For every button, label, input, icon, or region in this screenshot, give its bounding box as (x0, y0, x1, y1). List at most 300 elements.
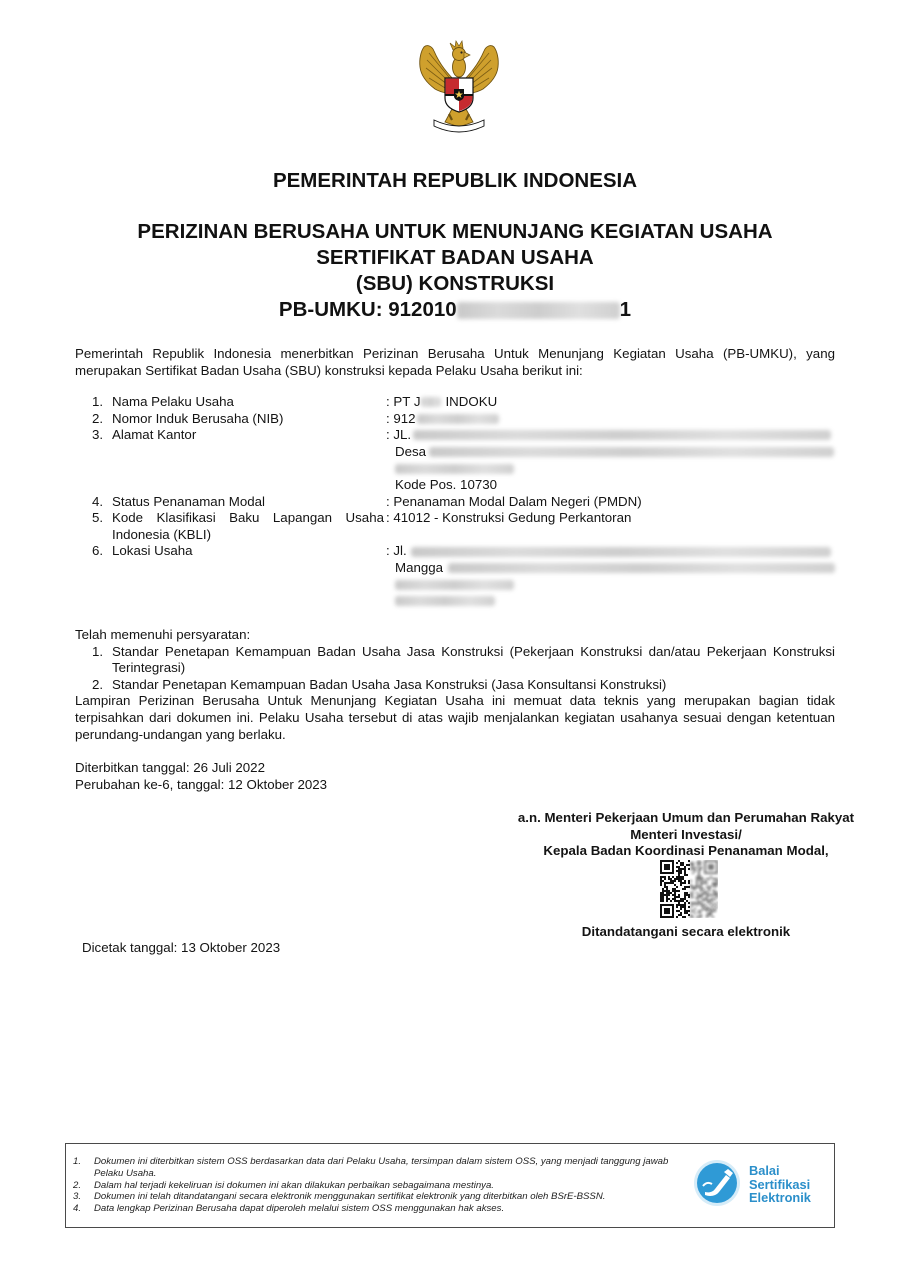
qr-module (700, 902, 702, 904)
qr-module (682, 862, 684, 864)
qr-module (704, 870, 706, 872)
qr-module (686, 874, 688, 876)
qr-module (702, 908, 704, 910)
qr-module (712, 864, 714, 866)
qr-module (700, 910, 702, 912)
qr-module (678, 890, 680, 892)
qr-module (672, 894, 674, 896)
qr-module (672, 910, 674, 912)
qr-module (700, 884, 702, 886)
qr-module (684, 898, 686, 900)
qr-module (696, 862, 698, 864)
qr-module (690, 864, 692, 866)
qr-module (660, 894, 662, 896)
requirement-text: Standar Penetapan Kemampuan Badan Usaha Jasa Konstruksi (Pekerjaan Konstruksi dan/atau Pekerjaan Konstruksi Terintegrasi) (112, 643, 835, 676)
qr-module (688, 896, 690, 898)
qr-module (664, 876, 666, 878)
qr-module (664, 872, 666, 874)
qr-module (676, 906, 678, 908)
qr-module (700, 888, 702, 890)
printed-date: Dicetak tanggal: 13 Oktober 2023 (82, 940, 281, 955)
qr-module (710, 908, 712, 910)
qr-module (684, 866, 686, 868)
qr-module (660, 870, 662, 872)
qr-module (704, 864, 706, 866)
detail-number: 3. (92, 427, 104, 443)
qr-module (684, 916, 686, 918)
qr-module (682, 900, 684, 902)
qr-module (678, 900, 680, 902)
qr-module (706, 900, 708, 902)
qr-module (684, 896, 686, 898)
qr-module (672, 872, 674, 874)
qr-module (712, 860, 714, 862)
detail-value-text: : PT J (386, 394, 421, 409)
qr-module (660, 896, 662, 898)
qr-module (660, 914, 662, 916)
pb-umku-prefix: PB-UMKU: 912010 (278, 298, 457, 321)
detail-row-name (92, 394, 835, 411)
qr-module (676, 916, 678, 918)
qr-module (690, 892, 692, 894)
qr-module (696, 896, 698, 898)
footer-note-number: 1. (73, 1156, 82, 1167)
qr-module (716, 870, 718, 872)
qr-module (666, 892, 668, 894)
qr-module (688, 914, 690, 916)
qr-module (684, 872, 686, 874)
qr-module (690, 902, 692, 904)
qr-module (702, 894, 704, 896)
qr-module (664, 882, 666, 884)
qr-module (672, 912, 674, 914)
logo-text-line: Sertifikasi (749, 1176, 811, 1192)
qr-module (668, 860, 670, 862)
detail-value-text: Mangga (395, 559, 444, 575)
qr-module (692, 902, 694, 904)
qr-module (660, 906, 662, 908)
qr-module (664, 912, 666, 914)
qr-module (698, 878, 700, 880)
qr-module (674, 900, 676, 902)
qr-module (662, 880, 664, 882)
qr-module (676, 890, 678, 892)
qr-module (674, 880, 676, 882)
qr-module (686, 910, 688, 912)
detail-number: 5. (92, 510, 104, 526)
qr-module (698, 876, 700, 878)
detail-label: Alamat Kantor (112, 427, 197, 443)
qr-module (678, 870, 680, 872)
qr-module (708, 902, 710, 904)
signatory-block (500, 810, 872, 860)
requirements-intro: Telah memenuhi persyaratan: (75, 627, 251, 642)
qr-module (694, 912, 696, 914)
qr-module (686, 900, 688, 902)
qr-module (692, 872, 694, 874)
qr-module (676, 878, 678, 880)
amended-date: Perubahan ke-6, tanggal: 12 Oktober 2023 (75, 776, 328, 792)
qr-module (706, 916, 708, 918)
qr-module (680, 878, 682, 880)
qr-module (710, 860, 712, 862)
qr-module (690, 862, 692, 864)
qr-module (712, 916, 714, 918)
qr-module (700, 880, 702, 882)
qr-module (698, 868, 700, 870)
qr-module (690, 896, 692, 898)
qr-module (704, 872, 706, 874)
qr-module (660, 908, 662, 910)
qr-module (682, 906, 684, 908)
qr-module (664, 884, 666, 886)
qr-module (664, 868, 666, 870)
qr-module (704, 892, 706, 894)
qr-module (680, 880, 682, 882)
qr-module (660, 868, 662, 870)
qr-module (670, 880, 672, 882)
qr-module (712, 898, 714, 900)
qr-module (690, 880, 692, 882)
qr-module (690, 914, 692, 916)
detail-value-text: : JL. (386, 427, 412, 443)
qr-module (692, 886, 694, 888)
qr-module (690, 868, 692, 870)
qr-module (680, 908, 682, 910)
qr-module (688, 868, 690, 870)
qr-module (700, 862, 702, 864)
qr-module (666, 882, 668, 884)
redacted-text (411, 547, 831, 557)
qr-module (672, 908, 674, 910)
qr-module (664, 890, 666, 892)
qr-module (690, 886, 692, 888)
qr-module (710, 868, 712, 870)
footer-note-number: 4. (73, 1203, 82, 1215)
qr-module (696, 886, 698, 888)
qr-module (692, 904, 694, 906)
qr-module (672, 904, 674, 906)
qr-module (696, 880, 698, 882)
qr-module (680, 904, 682, 906)
qr-module (668, 876, 670, 878)
qr-module (678, 866, 680, 868)
footer-note-text: Dalam hal terjadi kekeliruan isi dokumen ini akan dilakukan perbaikan sebagaimana mestinya. (94, 1179, 494, 1191)
qr-module (662, 904, 664, 906)
qr-module (712, 890, 714, 892)
issued-date: Diterbitkan tanggal: 26 Juli 2022 (75, 760, 265, 775)
qr-module (716, 868, 718, 870)
qr-module (680, 876, 682, 878)
certificate-title-line: SERTIFIKAT BADAN USAHA (316, 246, 594, 269)
qr-module (684, 904, 686, 906)
qr-module (682, 916, 684, 918)
qr-module (710, 904, 712, 906)
qr-module (684, 888, 686, 890)
requirements-section (75, 627, 835, 743)
qr-module (716, 872, 718, 874)
qr-module (676, 896, 678, 898)
qr-module (688, 886, 690, 888)
qr-module (668, 868, 670, 870)
qr-module (662, 896, 664, 898)
qr-module (678, 896, 680, 898)
qr-module (714, 904, 716, 906)
qr-module (716, 882, 718, 884)
qr-module (668, 904, 670, 906)
qr-module (716, 902, 718, 904)
qr-module (676, 876, 678, 878)
qr-module (700, 878, 702, 880)
qr-module (692, 864, 694, 866)
qr-module (682, 878, 684, 880)
detail-value (384, 394, 835, 411)
qr-module (666, 894, 668, 896)
qr-module (684, 892, 686, 894)
qr-module (672, 914, 674, 916)
qr-module (660, 910, 662, 912)
qr-module (680, 898, 682, 900)
qr-module (662, 890, 664, 892)
detail-value-text: : 912 (386, 410, 416, 426)
qr-module (716, 880, 718, 882)
detail-label: Status Penanaman Modal (112, 493, 266, 509)
qr-module (708, 900, 710, 902)
qr-module (712, 872, 714, 874)
qr-module (714, 884, 716, 886)
qr-module (690, 910, 692, 912)
redacted-text (395, 464, 514, 474)
qr-module (670, 900, 672, 902)
qr-module (666, 896, 668, 898)
qr-module (678, 904, 680, 906)
qr-module (670, 878, 672, 880)
qr-module (678, 868, 680, 870)
redacted-text (395, 596, 495, 606)
footer-note (73, 1203, 686, 1215)
qr-module (662, 916, 664, 918)
qr-module (702, 906, 704, 908)
government-title: PEMERINTAH REPUBLIK INDONESIA (272, 169, 638, 192)
qr-module (676, 866, 678, 868)
qr-module (706, 894, 708, 896)
qr-module (716, 892, 718, 894)
certificate-title-block (10, 219, 900, 323)
requirement-item (75, 677, 835, 694)
logo-text-line: Elektronik (749, 1190, 811, 1205)
qr-module (698, 894, 700, 896)
qr-module (698, 916, 700, 918)
qr-module (702, 882, 704, 884)
qr-module (682, 882, 684, 884)
qr-module (682, 898, 684, 900)
qr-module (710, 898, 712, 900)
qr-module (672, 880, 674, 882)
qr-module (698, 872, 700, 874)
qr-module (672, 906, 674, 908)
garuda-pancasila-icon (412, 38, 506, 134)
qr-module (660, 916, 662, 918)
qr-module (666, 900, 668, 902)
qr-module (662, 872, 664, 874)
qr-module (664, 886, 666, 888)
pb-umku-suffix: 1 (619, 298, 632, 321)
qr-module (708, 866, 710, 868)
qr-module (710, 912, 712, 914)
qr-module (704, 904, 706, 906)
qr-module (712, 906, 714, 908)
closing-paragraph: Lampiran Perizinan Berusaha Untuk Menunjang Kegiatan Usaha ini memuat data teknis yang merupakan bagian tidak terpisahkan dari dokumen ini. Pelaku Usaha tersebut di atas wajib menjalankan kegiatan usahanya sesuai dengan ketentuan perundang-undangan yang berlaku. (75, 693, 835, 742)
qr-module (680, 882, 682, 884)
qr-module (712, 910, 714, 912)
qr-module (678, 894, 680, 896)
qr-module (688, 882, 690, 884)
qr-module (686, 886, 688, 888)
qr-module (680, 868, 682, 870)
qr-module (708, 890, 710, 892)
qr-module (714, 878, 716, 880)
qr-module (680, 914, 682, 916)
qr-module (690, 906, 692, 908)
qr-module (716, 878, 718, 880)
qr-module (664, 904, 666, 906)
redacted-text (429, 447, 834, 457)
qr-module (702, 892, 704, 894)
qr-module (666, 898, 668, 900)
qr-module (664, 866, 666, 868)
qr-module (694, 908, 696, 910)
qr-module (666, 904, 668, 906)
qr-module (710, 886, 712, 888)
qr-module (668, 898, 670, 900)
qr-module (682, 904, 684, 906)
qr-module (716, 896, 718, 898)
qr-module (700, 914, 702, 916)
footer-note (73, 1156, 686, 1180)
qr-module (688, 902, 690, 904)
qr-module (708, 868, 710, 870)
qr-module (706, 896, 708, 898)
signatory-line: a.n. Menteri Pekerjaan Umum dan Perumahan Rakyat (517, 810, 855, 825)
qr-module (680, 900, 682, 902)
qr-module (702, 898, 704, 900)
qr-module (714, 872, 716, 874)
qr-module (660, 884, 662, 886)
bsre-logo-text (749, 1164, 811, 1205)
detail-row-office-address (92, 427, 835, 493)
qr-module (672, 882, 674, 884)
qr-module (698, 860, 700, 862)
qr-module (674, 896, 676, 898)
qr-module (698, 874, 700, 876)
qr-module (674, 884, 676, 886)
qr-module (662, 900, 664, 902)
qr-module (666, 910, 668, 912)
detail-value-text: Desa (395, 443, 427, 459)
qr-module (688, 864, 690, 866)
qr-module (666, 890, 668, 892)
qr-module (698, 886, 700, 888)
business-details-list (92, 394, 835, 610)
qr-module (698, 896, 700, 898)
qr-module (676, 886, 678, 888)
qr-module (690, 894, 692, 896)
qr-module (668, 910, 670, 912)
bsre-logo-icon (693, 1159, 741, 1207)
qr-module (666, 886, 668, 888)
footer-note-text: Dokumen ini diterbitkan sistem OSS berdasarkan data dari Pelaku Usaha, tersimpan dalam sistem OSS, yang menjadi tanggung jawab Pelaku Usaha. (94, 1156, 669, 1179)
footer-note-number: 3. (73, 1191, 82, 1203)
qr-module (682, 888, 684, 890)
qr-module (698, 862, 700, 864)
qr-module (706, 906, 708, 908)
qr-module (704, 890, 706, 892)
qr-module (684, 880, 686, 882)
detail-number: 1. (92, 394, 104, 409)
qr-module (672, 860, 674, 862)
qr-module (676, 870, 678, 872)
qr-module (664, 864, 666, 866)
qr-module (686, 894, 688, 896)
detail-label: Nama Pelaku Usaha (112, 394, 234, 409)
detail-value-text: : Jl. (386, 543, 407, 559)
redacted-text (421, 397, 441, 407)
qr-module (708, 872, 710, 874)
qr-module (676, 900, 678, 902)
qr-module (672, 870, 674, 872)
qr-module (678, 872, 680, 874)
detail-value (384, 427, 835, 493)
qr-module (672, 888, 674, 890)
qr-module (694, 902, 696, 904)
qr-module (688, 894, 690, 896)
qr-module (684, 868, 686, 870)
qr-module (704, 882, 706, 884)
detail-value-text: INDOKU (445, 394, 498, 409)
qr-module (696, 902, 698, 904)
qr-module (704, 898, 706, 900)
qr-module (660, 872, 662, 874)
qr-module (688, 880, 690, 882)
qr-module (706, 882, 708, 884)
qr-module (700, 894, 702, 896)
qr-module (704, 860, 706, 862)
detail-number: 2. (92, 410, 104, 426)
qr-module (672, 876, 674, 878)
qr-module (694, 870, 696, 872)
qr-module (706, 892, 708, 894)
qr-module (678, 902, 680, 904)
qr-module (708, 914, 710, 916)
qr-module (708, 912, 710, 914)
qr-module (684, 886, 686, 888)
qr-module (708, 888, 710, 890)
qr-module (664, 894, 666, 896)
qr-module (686, 892, 688, 894)
issue-dates (75, 760, 575, 793)
qr-module (684, 912, 686, 914)
qr-module (708, 886, 710, 888)
qr-module (684, 874, 686, 876)
qr-module (688, 860, 690, 862)
qr-module (700, 886, 702, 888)
qr-module (684, 906, 686, 908)
qr-module (710, 864, 712, 866)
redacted-text (413, 430, 831, 440)
qr-module (692, 910, 694, 912)
qr-module (708, 860, 710, 862)
footer-note (73, 1180, 686, 1192)
